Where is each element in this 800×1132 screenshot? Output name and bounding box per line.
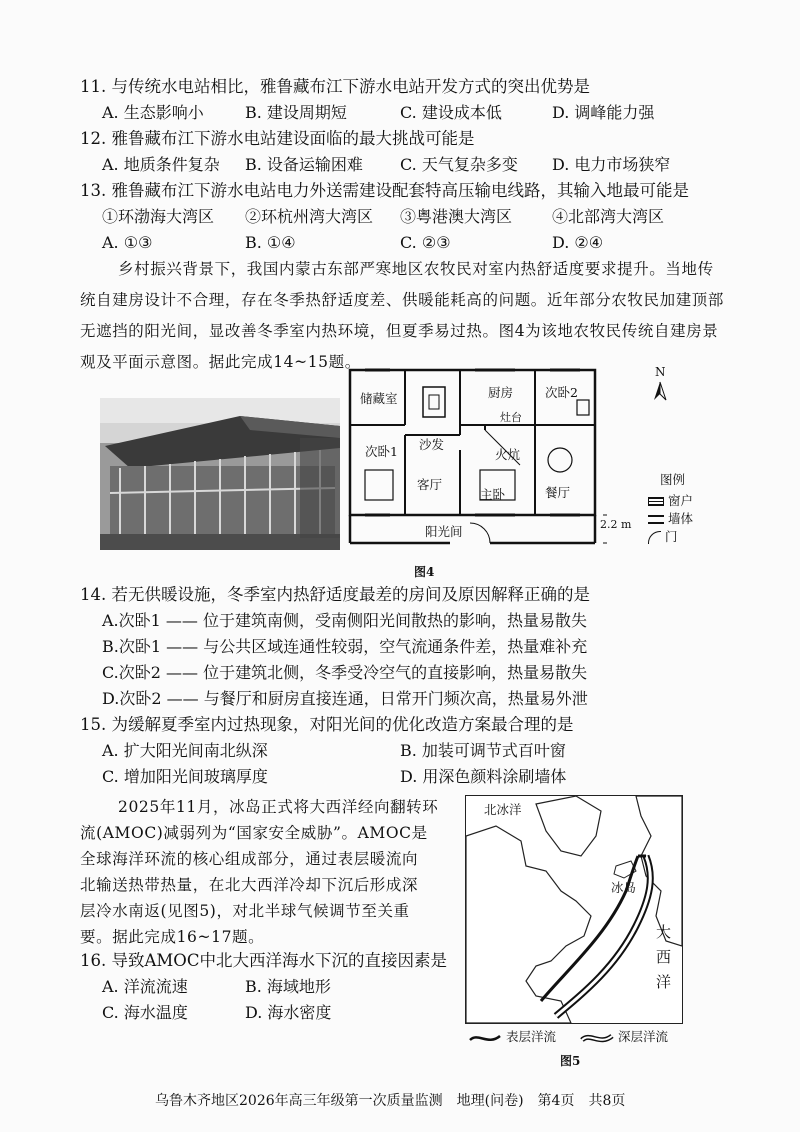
q12-option-d[interactable]: D. 电力市场狭窄 (552, 155, 671, 174)
passage-1-line-1: 乡村振兴背景下，我国内蒙古东部严寒地区农牧民对室内热舒适度要求提升。当地传 (118, 260, 714, 278)
q14-option-a[interactable]: A.次卧1 —— 位于建筑南侧，受南侧阳光间散热的影响，热量易散失 (102, 611, 587, 630)
room-kang: 火炕 (495, 447, 521, 462)
wall-icon (648, 515, 664, 524)
q13-item-2: ②环杭州湾大湾区 (245, 207, 374, 226)
fig4-caption: 图4 (414, 565, 435, 579)
atlantic-label-2: 西 (656, 948, 672, 966)
room-sunroom: 阳光间 (425, 524, 463, 539)
q16-option-a[interactable]: A. 洋流流速 (102, 977, 188, 996)
legend-window: 窗户 (667, 493, 693, 508)
atlantic-label-1: 大 (656, 923, 672, 941)
legend-title: 图例 (660, 472, 686, 487)
question-16-stem: 16. 导致AMOC中北大西洋海水下沉的直接因素是 (80, 951, 447, 970)
passage-1-line-2: 统自建房设计不合理，存在冬季热舒适度差、供暖能耗高的问题。近年部分农牧民加建顶部 (80, 291, 725, 309)
atlantic-label-3: 洋 (656, 973, 672, 991)
legend-wall: 墙体 (667, 511, 693, 526)
room-kitchen: 厨房 (488, 385, 514, 400)
q14-option-b[interactable]: B.次卧1 —— 与公共区域连通性较弱，空气流通条件差，热量难补充 (102, 637, 588, 656)
q16-option-c[interactable]: C. 海水温度 (102, 1003, 188, 1022)
deep-current-icon (580, 1032, 614, 1044)
fig4-legend (648, 470, 693, 545)
q13-option-b[interactable]: B. ①④ (245, 233, 296, 252)
question-12-stem: 12. 雅鲁藏布江下游水电站建设面临的最大挑战可能是 (80, 129, 475, 148)
passage-1-line-4: 观及平面示意图。据此完成14~15题。 (80, 353, 361, 371)
passage-2-line-2: 流(AMOC)减弱列为“国家安全威胁”。AMOC是 (80, 824, 428, 842)
q13-option-d[interactable]: D. ②④ (552, 233, 604, 252)
room-storage: 储藏室 (360, 391, 398, 406)
fig5-legend (468, 1027, 668, 1045)
passage-2-line-6: 要。据此完成16~17题。 (80, 928, 265, 946)
q11-option-b[interactable]: B. 建设周期短 (245, 103, 347, 122)
q12-option-c[interactable]: C. 天气复杂多变 (400, 155, 518, 174)
q16-option-b[interactable]: B. 海域地形 (245, 977, 331, 996)
passage-2-line-4: 北输送热带热量，在北大西洋冷却下沉后形成深 (80, 876, 419, 894)
q13-item-1: ①环渤海大湾区 (102, 207, 215, 226)
room-sofa: 沙发 (419, 437, 445, 452)
room-living: 客厅 (417, 477, 443, 492)
q15-option-b[interactable]: B. 加装可调节式百叶窗 (400, 741, 566, 760)
q13-item-3: ③粤港澳大湾区 (400, 207, 513, 226)
q12-option-b[interactable]: B. 设备运输困难 (245, 155, 363, 174)
legend-deep-current: 深层洋流 (617, 1029, 668, 1044)
room-dining: 餐厅 (545, 485, 571, 500)
q15-option-c[interactable]: C. 增加阳光间玻璃厚度 (102, 767, 268, 786)
question-11-stem: 11. 与传统水电站相比，雅鲁藏布江下游水电站开发方式的突出优势是 (80, 77, 590, 96)
room-stove: 灶台 (500, 411, 522, 424)
room-bedroom1: 次卧1 (365, 444, 398, 459)
floor-plan (345, 365, 635, 555)
passage-2-line-1: 2025年11月，冰岛正式将大西洋经向翻转环 (118, 798, 439, 816)
q13-option-a[interactable]: A. ①③ (102, 233, 153, 252)
question-14-stem: 14. 若无供暖设施，冬季室内热舒适度最差的房间及原因解释正确的是 (80, 585, 590, 604)
question-13-stem: 13. 雅鲁藏布江下游水电站电力外送需建设配套特高压输电线路，其输入地最可能是 (80, 181, 689, 200)
legend-door-row (648, 527, 693, 545)
q12-option-a[interactable]: A. 地质条件复杂 (102, 155, 220, 174)
passage-2-line-3: 全球海洋环流的核心组成部分，通过表层暖流向 (80, 850, 419, 868)
fig5-caption: 图5 (560, 1054, 581, 1068)
legend-surface-current: 表层洋流 (505, 1029, 556, 1044)
legend-window-row (648, 491, 693, 509)
q14-option-c[interactable]: C.次卧2 —— 位于建筑北侧，冬季受冷空气的直接影响，热量易散失 (102, 663, 588, 682)
surface-current-icon (468, 1032, 502, 1044)
passage-1-line-3: 无遮挡的阳光间，显改善冬季室内热环境，但夏季易过热。图4为该地农牧民传统自建房景 (80, 322, 719, 340)
q15-option-d[interactable]: D. 用深色颜料涂刷墙体 (400, 767, 567, 786)
north-arrow-icon (650, 365, 670, 402)
window-icon (648, 497, 664, 506)
amoc-map (465, 795, 683, 1024)
room-bedroom2: 次卧2 (545, 385, 578, 400)
q16-option-d[interactable]: D. 海水密度 (245, 1003, 332, 1022)
question-15-stem: 15. 为缓解夏季室内过热现象，对阳光间的优化改造方案最合理的是 (80, 715, 574, 734)
house-photo (100, 398, 340, 550)
q13-item-4: ④北部湾大湾区 (552, 207, 665, 226)
q15-option-a[interactable]: A. 扩大阳光间南北纵深 (102, 741, 268, 760)
q14-option-d[interactable]: D.次卧2 —— 与餐厅和厨房直接连通，日常开门频次高，热量易外泄 (102, 689, 588, 708)
door-icon (648, 531, 661, 544)
q11-option-d[interactable]: D. 调峰能力强 (552, 103, 655, 122)
north-label: N (655, 365, 666, 379)
q11-option-c[interactable]: C. 建设成本低 (400, 103, 502, 122)
q11-option-a[interactable]: A. 生态影响小 (102, 103, 204, 122)
legend-door: 门 (664, 529, 678, 544)
dimension-label: 2.2 m (600, 518, 632, 531)
q13-option-c[interactable]: C. ②③ (400, 233, 451, 252)
legend-wall-row (648, 509, 693, 527)
arctic-ocean-label: 北冰洋 (484, 802, 522, 817)
iceland-label: 冰岛 (611, 880, 637, 895)
room-master: 主卧 (480, 487, 506, 502)
passage-2-line-5: 层冷水南返(见图5)，对北半球气候调节至关重 (80, 902, 410, 920)
page-footer: 乌鲁木齐地区2026年高三年级第一次质量监测 地理(问卷) 第4页 共8页 (155, 1093, 626, 1109)
